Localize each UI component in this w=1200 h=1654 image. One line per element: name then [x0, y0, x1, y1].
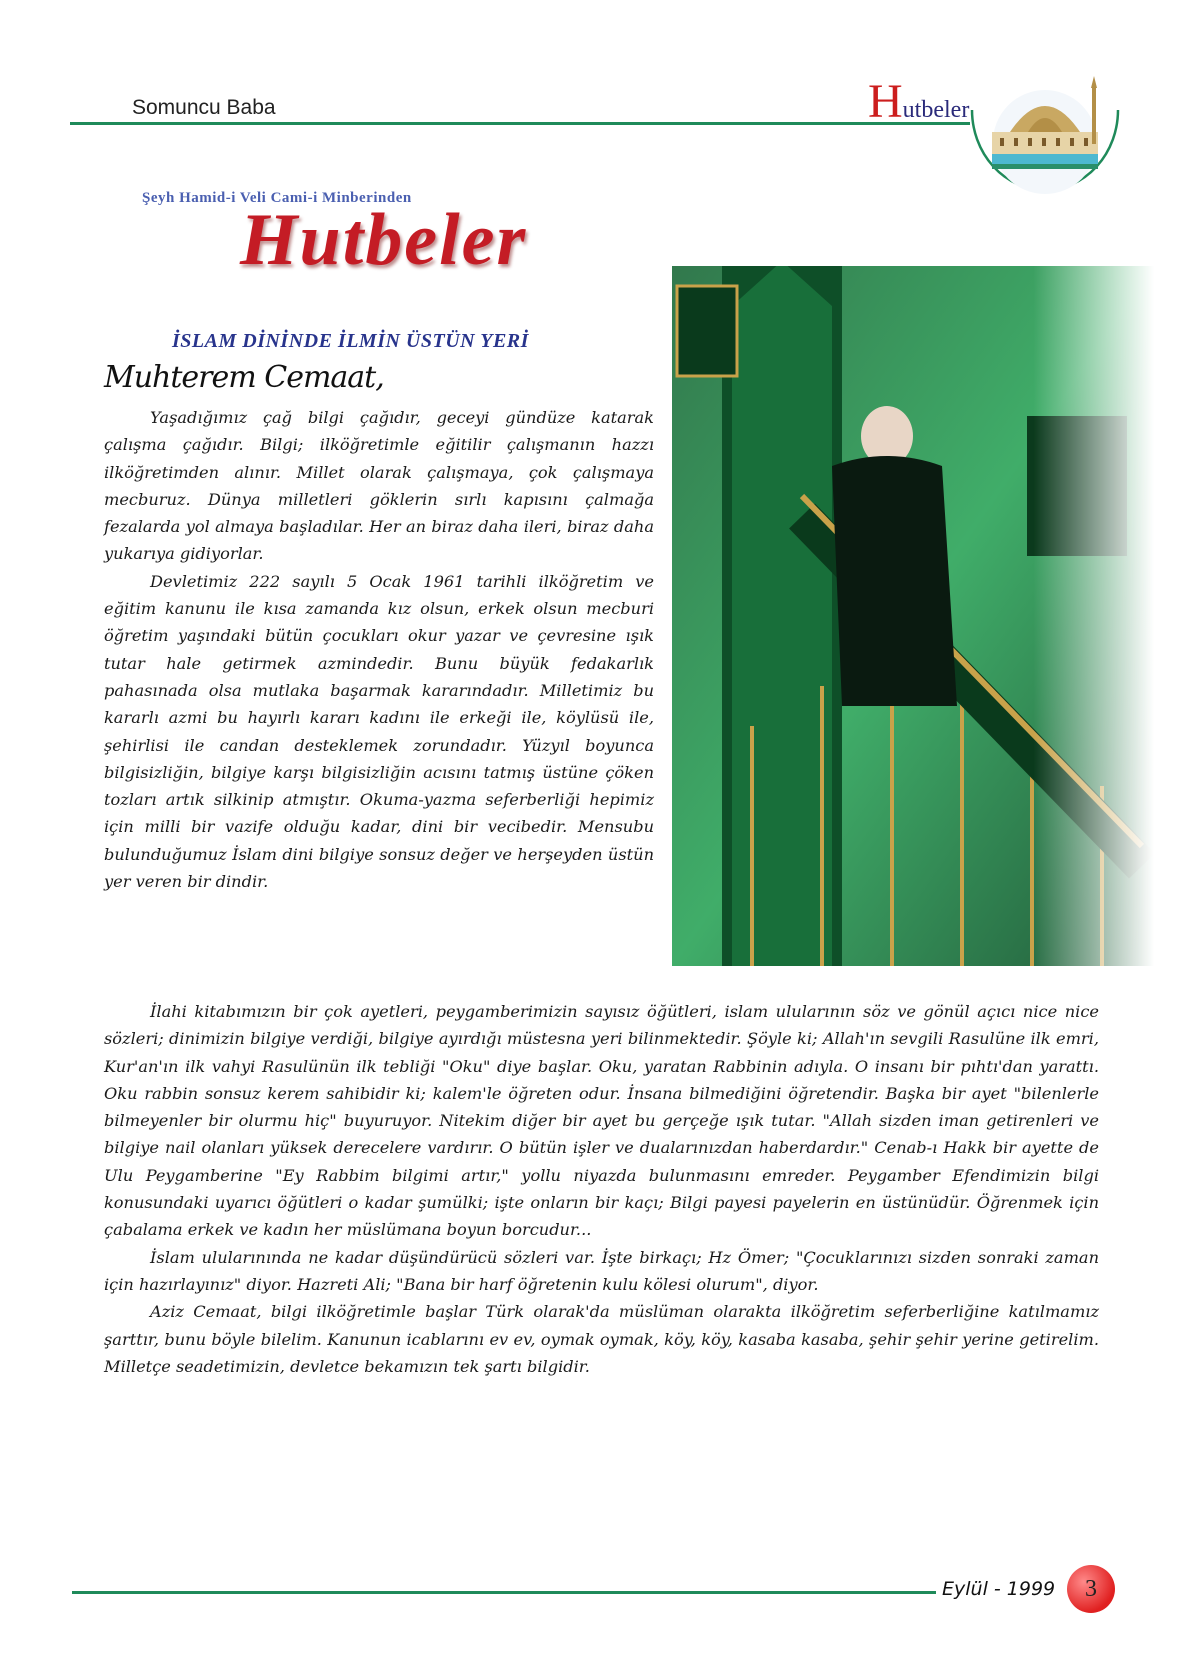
issue-date: Eylül - 1999	[942, 1578, 1056, 1600]
column-paragraph-1: Yaşadığımız çağ bilgi çağıdır, geceyi gündüze katarak çalışma çağıdır. Bilgi; ilköğretimle eğitilir çalışmanın hazzı ilköğretimden alınır. Millet olarak çalışmaya, çok çalışmaya mecburuz. Dünya milletleri göklerin sırlı kapısını çalmağa fezalarda yol almaya başladılar. Her an biraz daha ileri, biraz daha yukarıya gidiyorlar.	[104, 408, 654, 564]
full-paragraph-2: İslam ulularınında ne kadar düşündürücü sözleri var. İşte birkaçı; Hz Ömer; "Çocuklarınızı sizden sonraki zaman için hazırlayınız" diyor. Hazreti Ali; "Bana bir harf öğretenin kulu kölesi olurum", diyor.	[104, 1247, 1099, 1294]
section-tag	[868, 75, 970, 128]
section-tag-rest: utbeler	[902, 97, 970, 123]
mosque-emblem-icon	[970, 70, 1120, 200]
footer-rule	[72, 1591, 936, 1594]
pulpit-photo	[672, 266, 1154, 966]
header-rule	[70, 122, 970, 125]
page-number-badge	[1067, 1565, 1115, 1613]
masthead-subtitle: Şeyh Hamid-i Veli Cami-i Minberinden	[142, 190, 412, 206]
full-width-text	[104, 998, 1099, 1380]
column-paragraph-2: Devletimiz 222 sayılı 5 Ocak 1961 tarihli ilköğretim ve eğitim kanunu ile kısa zamanda kız olsun, erkek olsun mecburi öğretim yaşındaki bütün çocukları okur yazar ve çevresine ışık tutar hale getirmek azmindedir. Bunu büyük fedakarlık pahasınada olsa mutlaka başarmak kararındadır. Milletimiz bu kararlı azmi bu hayırlı kararı kadını ile erkeği ile, köylüsü ile, şehirlisi ile candan desteklemek zorundadır. Yüzyıl boyunca bilgisizliğin, bilgiye karşı bilgisizliğin acısını tatmış üstüne çöken tozları artık silkinip atmıştır. Okuma-yazma seferberliği hepimiz için milli bir vazife olduğu kadar, dini bir vecibedir. Mensubu bulunduğumuz İslam dini bilgiye sonsuz değer ve herşeyden üstün yer veren bir dindir.	[104, 571, 654, 892]
running-title: Somuncu Baba	[132, 96, 276, 119]
full-paragraph-3: Aziz Cemaat, bilgi ilköğretimle başlar Türk olarak'da müslüman olarakta ilköğretim seferberliğine katılmamız şarttır, bunu böyle bilelim. Kanunun icablarını ev ev, oymak oymak, köy, köy, kasaba kasaba, şehir şehir yerine getirelim. Milletçe seadetimizin, devletce bekamızın tek şartı bilgidir.	[104, 1302, 1099, 1376]
page-number: 3	[1085, 1575, 1097, 1602]
salutation: Muhterem Cemaat,	[104, 360, 384, 395]
article-heading: İSLAM DİNİNDE İLMİN ÜSTÜN YERİ	[172, 330, 529, 352]
full-paragraph-1: İlahi kitabımızın bir çok ayetleri, peygamberimizin sayısız öğütleri, islam ulularının söz ve gönül açıcı nice nice sözleri; dinimizin bilgiye verdiği, bilgiye ayırdığı müstesna yeri bilinmektedir. Şöyle ki; Allah'ın sevgili Rasulüne ilk emri, Kur'an'ın ilk vahyi Rasulünün ilk tebliği "Oku" diye başlar. Oku, yaratan Rabbinin adıyla. O insanı bir pıhtı'dan yarattı. Oku rabbin sonsuz kerem sahibidir ki; kalem'le öğreten odur. İnsana bilmediğini öğretendir. Başka bir ayet "bilenlerle bilmeyenler bir olurmu hiç" buyuruyor. Nitekim diğer bir ayet bu gerçeğe ışık tutar. "Allah sizden iman getirenleri ve bilgiye nail olanları yüksek derecelere vardırır. O bütün işler ve dualarınızdan haberdardır." Cenab-ı Hakk bir ayette de Ulu Peygamberine "Ey Rabbim bilgimi artır," yollu niyazda bulunmasını emreder. Peygamber Efendimizin bilgi konusundaki uyarıcı öğütleri o kadar şumülki; işte onların bir kaçı; Bilgi payesi payelerin en üstünüdür. Öğrenmek için çabalama erkek ve kadın her müslümana boyun borcudur...	[104, 1002, 1099, 1240]
masthead-title: Hutbeler	[240, 199, 528, 281]
column-text	[104, 404, 654, 895]
section-tag-initial: H	[868, 75, 903, 128]
